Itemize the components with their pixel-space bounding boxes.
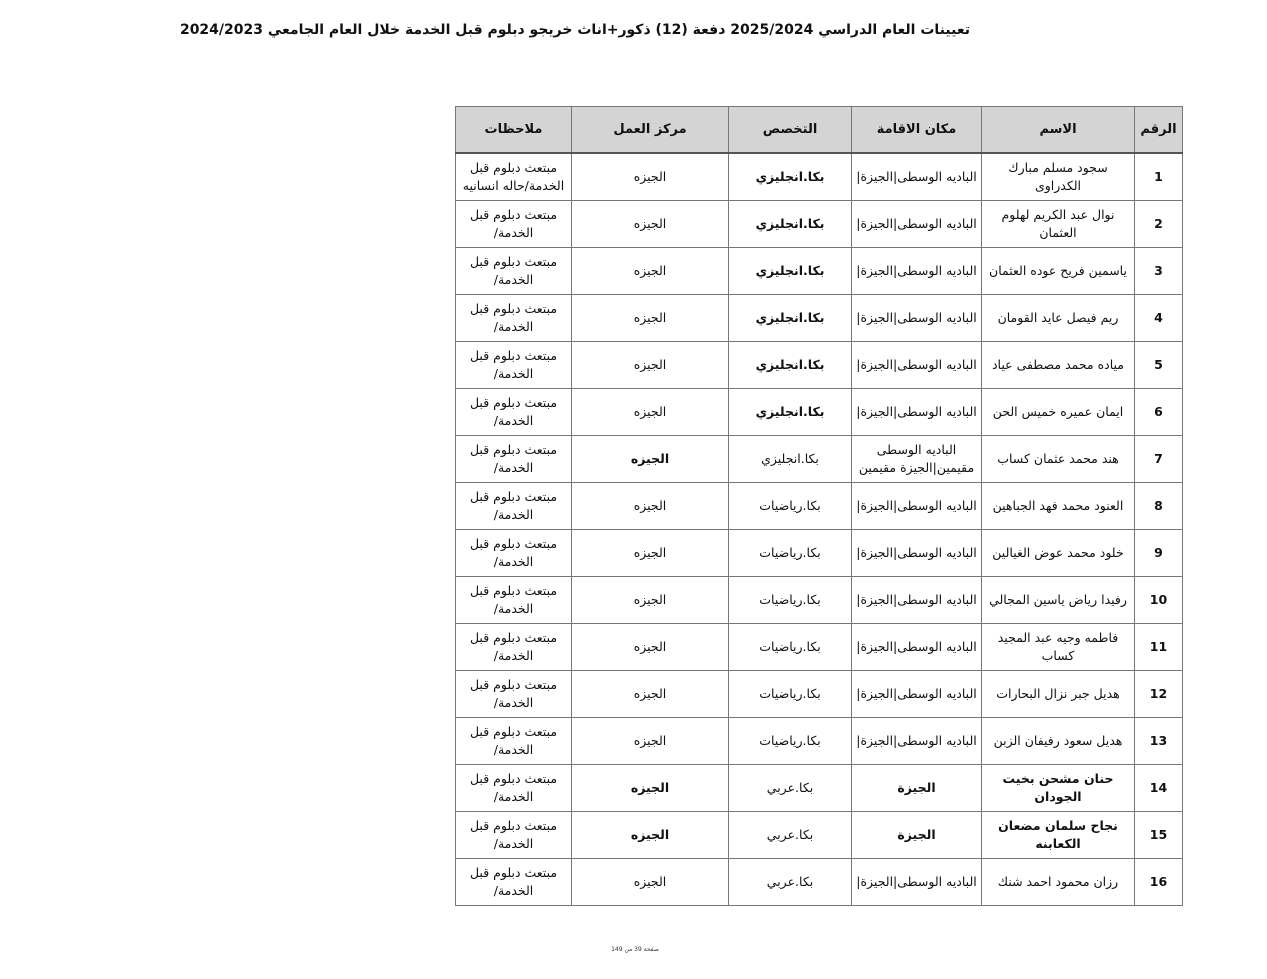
- table-row: [456, 248, 1183, 295]
- cell-number: 7: [1135, 436, 1183, 483]
- cell-notes: مبتعث دبلوم قبل الخدمة/: [456, 201, 572, 248]
- cell-residence: الباديه الوسطى|الجيزة|: [852, 153, 982, 201]
- cell-number: 10: [1135, 577, 1183, 624]
- cell-number: 2: [1135, 201, 1183, 248]
- cell-name: نجاح سلمان مضعان الكعابنه: [982, 812, 1135, 859]
- cell-number: 13: [1135, 718, 1183, 765]
- cell-number: 3: [1135, 248, 1183, 295]
- cell-work-center: الجيزه: [572, 436, 729, 483]
- cell-number: 11: [1135, 624, 1183, 671]
- cell-name: ايمان عميره خميس الحن: [982, 389, 1135, 436]
- cell-specialization: بكا.رياضيات: [729, 530, 852, 577]
- cell-notes: مبتعث دبلوم قبل الخدمة/: [456, 248, 572, 295]
- cell-number: 16: [1135, 859, 1183, 906]
- cell-name: فاطمه وجيه عبد المجيد كساب: [982, 624, 1135, 671]
- cell-specialization: بكا.انجليزي: [729, 201, 852, 248]
- page-footer: صفحة 39 من 149: [611, 946, 659, 953]
- cell-notes: مبتعث دبلوم قبل الخدمة/حاله انسانيه: [456, 153, 572, 201]
- cell-number: 15: [1135, 812, 1183, 859]
- cell-notes: مبتعث دبلوم قبل الخدمة/: [456, 389, 572, 436]
- table-row: [456, 577, 1183, 624]
- cell-notes: مبتعث دبلوم قبل الخدمة/: [456, 671, 572, 718]
- cell-residence: الباديه الوسطى|الجيزة|: [852, 624, 982, 671]
- header-name: الاسم: [982, 107, 1135, 154]
- cell-work-center: الجيزه: [572, 577, 729, 624]
- cell-work-center: الجيزه: [572, 342, 729, 389]
- table-row: [456, 389, 1183, 436]
- cell-number: 14: [1135, 765, 1183, 812]
- cell-residence: الباديه الوسطى|الجيزة|: [852, 577, 982, 624]
- cell-name: هديل سعود رفيفان الزبن: [982, 718, 1135, 765]
- cell-specialization: بكا.انجليزي: [729, 436, 852, 483]
- cell-name: سجود مسلم مبارك الكدراوى: [982, 153, 1135, 201]
- cell-name: العنود محمد فهد الجباهين: [982, 483, 1135, 530]
- cell-residence: الباديه الوسطى|الجيزة|: [852, 201, 982, 248]
- table-row: [456, 859, 1183, 906]
- cell-residence: الباديه الوسطى|الجيزة|: [852, 295, 982, 342]
- table-row: [456, 436, 1183, 483]
- cell-residence: الباديه الوسطى|الجيزة|: [852, 859, 982, 906]
- cell-name: هند محمد عثمان كساب: [982, 436, 1135, 483]
- cell-notes: مبتعث دبلوم قبل الخدمة/: [456, 812, 572, 859]
- table-row: [456, 812, 1183, 859]
- cell-specialization: بكا.انجليزي: [729, 153, 852, 201]
- cell-work-center: الجيزه: [572, 201, 729, 248]
- appointments-table: [455, 106, 1183, 906]
- cell-notes: مبتعث دبلوم قبل الخدمة/: [456, 577, 572, 624]
- header-specialization: التخصص: [729, 107, 852, 154]
- cell-residence: الباديه الوسطى|الجيزة|: [852, 483, 982, 530]
- cell-notes: مبتعث دبلوم قبل الخدمة/: [456, 530, 572, 577]
- cell-residence: الباديه الوسطى|الجيزة|: [852, 389, 982, 436]
- cell-work-center: الجيزه: [572, 765, 729, 812]
- cell-work-center: الجيزه: [572, 671, 729, 718]
- table-header-row: [456, 107, 1183, 154]
- cell-specialization: بكا.عربي: [729, 859, 852, 906]
- cell-residence: الباديه الوسطى|الجيزة|: [852, 342, 982, 389]
- table-row: [456, 624, 1183, 671]
- cell-name: خلود محمد عوض الغيالين: [982, 530, 1135, 577]
- cell-specialization: بكا.عربي: [729, 765, 852, 812]
- table-row: [456, 765, 1183, 812]
- cell-notes: مبتعث دبلوم قبل الخدمة/: [456, 295, 572, 342]
- header-number: الرقم: [1135, 107, 1183, 154]
- cell-name: ريم فيصل عايد القومان: [982, 295, 1135, 342]
- cell-residence: الباديه الوسطى|الجيزة|: [852, 671, 982, 718]
- cell-work-center: الجيزه: [572, 718, 729, 765]
- cell-name: حنان مشحن بخيت الجودان: [982, 765, 1135, 812]
- cell-work-center: الجيزه: [572, 248, 729, 295]
- cell-residence: الباديه الوسطى|الجيزة|: [852, 718, 982, 765]
- cell-residence: الجيزة: [852, 765, 982, 812]
- cell-residence: الباديه الوسطى|الجيزة|: [852, 530, 982, 577]
- cell-specialization: بكا.انجليزي: [729, 389, 852, 436]
- table-row: [456, 201, 1183, 248]
- cell-number: 8: [1135, 483, 1183, 530]
- cell-number: 5: [1135, 342, 1183, 389]
- cell-work-center: الجيزه: [572, 295, 729, 342]
- table-row: [456, 295, 1183, 342]
- cell-name: نوال عبد الكريم لهلوم العثمان: [982, 201, 1135, 248]
- table-row: [456, 342, 1183, 389]
- cell-notes: مبتعث دبلوم قبل الخدمة/: [456, 859, 572, 906]
- cell-specialization: بكا.عربي: [729, 812, 852, 859]
- table-row: [456, 718, 1183, 765]
- table-body: [456, 153, 1183, 906]
- cell-number: 6: [1135, 389, 1183, 436]
- header-work-center: مركز العمل: [572, 107, 729, 154]
- table-row: [456, 153, 1183, 201]
- header-notes: ملاحظات: [456, 107, 572, 154]
- cell-notes: مبتعث دبلوم قبل الخدمة/: [456, 436, 572, 483]
- cell-work-center: الجيزه: [572, 483, 729, 530]
- cell-specialization: بكا.انجليزي: [729, 342, 852, 389]
- cell-work-center: الجيزه: [572, 859, 729, 906]
- cell-number: 9: [1135, 530, 1183, 577]
- cell-residence: الجيزة: [852, 812, 982, 859]
- cell-work-center: الجيزه: [572, 624, 729, 671]
- cell-number: 1: [1135, 153, 1183, 201]
- cell-notes: مبتعث دبلوم قبل الخدمة/: [456, 765, 572, 812]
- cell-number: 4: [1135, 295, 1183, 342]
- cell-specialization: بكا.رياضيات: [729, 624, 852, 671]
- cell-work-center: الجيزه: [572, 389, 729, 436]
- table-row: [456, 530, 1183, 577]
- header-residence: مكان الاقامة: [852, 107, 982, 154]
- cell-name: مياده محمد مصطفى عياد: [982, 342, 1135, 389]
- cell-work-center: الجيزه: [572, 812, 729, 859]
- cell-specialization: بكا.انجليزي: [729, 248, 852, 295]
- cell-notes: مبتعث دبلوم قبل الخدمة/: [456, 483, 572, 530]
- cell-specialization: بكا.رياضيات: [729, 483, 852, 530]
- table-row: [456, 483, 1183, 530]
- cell-specialization: بكا.انجليزي: [729, 295, 852, 342]
- cell-name: ياسمين فريح عوده العثمان: [982, 248, 1135, 295]
- document-title: تعيينات العام الدراسي 2025/2024 دفعة (12) ذكور+اناث خريجو دبلوم قبل الخدمة خلال العام الجامعي 2024/2023: [179, 22, 970, 38]
- cell-notes: مبتعث دبلوم قبل الخدمة/: [456, 342, 572, 389]
- cell-number: 12: [1135, 671, 1183, 718]
- cell-specialization: بكا.رياضيات: [729, 718, 852, 765]
- cell-name: هديل جبر نزال البحارات: [982, 671, 1135, 718]
- cell-work-center: الجيزه: [572, 153, 729, 201]
- cell-work-center: الجيزه: [572, 530, 729, 577]
- cell-name: رزان محمود احمد شنك: [982, 859, 1135, 906]
- cell-residence: الباديه الوسطى|الجيزة|: [852, 248, 982, 295]
- cell-notes: مبتعث دبلوم قبل الخدمة/: [456, 718, 572, 765]
- cell-name: رفيدا رياض ياسين المجالي: [982, 577, 1135, 624]
- cell-specialization: بكا.رياضيات: [729, 671, 852, 718]
- cell-specialization: بكا.رياضيات: [729, 577, 852, 624]
- cell-notes: مبتعث دبلوم قبل الخدمة/: [456, 624, 572, 671]
- cell-residence: الباديه الوسطى مقيمين|الجيزة مقيمين: [852, 436, 982, 483]
- table-row: [456, 671, 1183, 718]
